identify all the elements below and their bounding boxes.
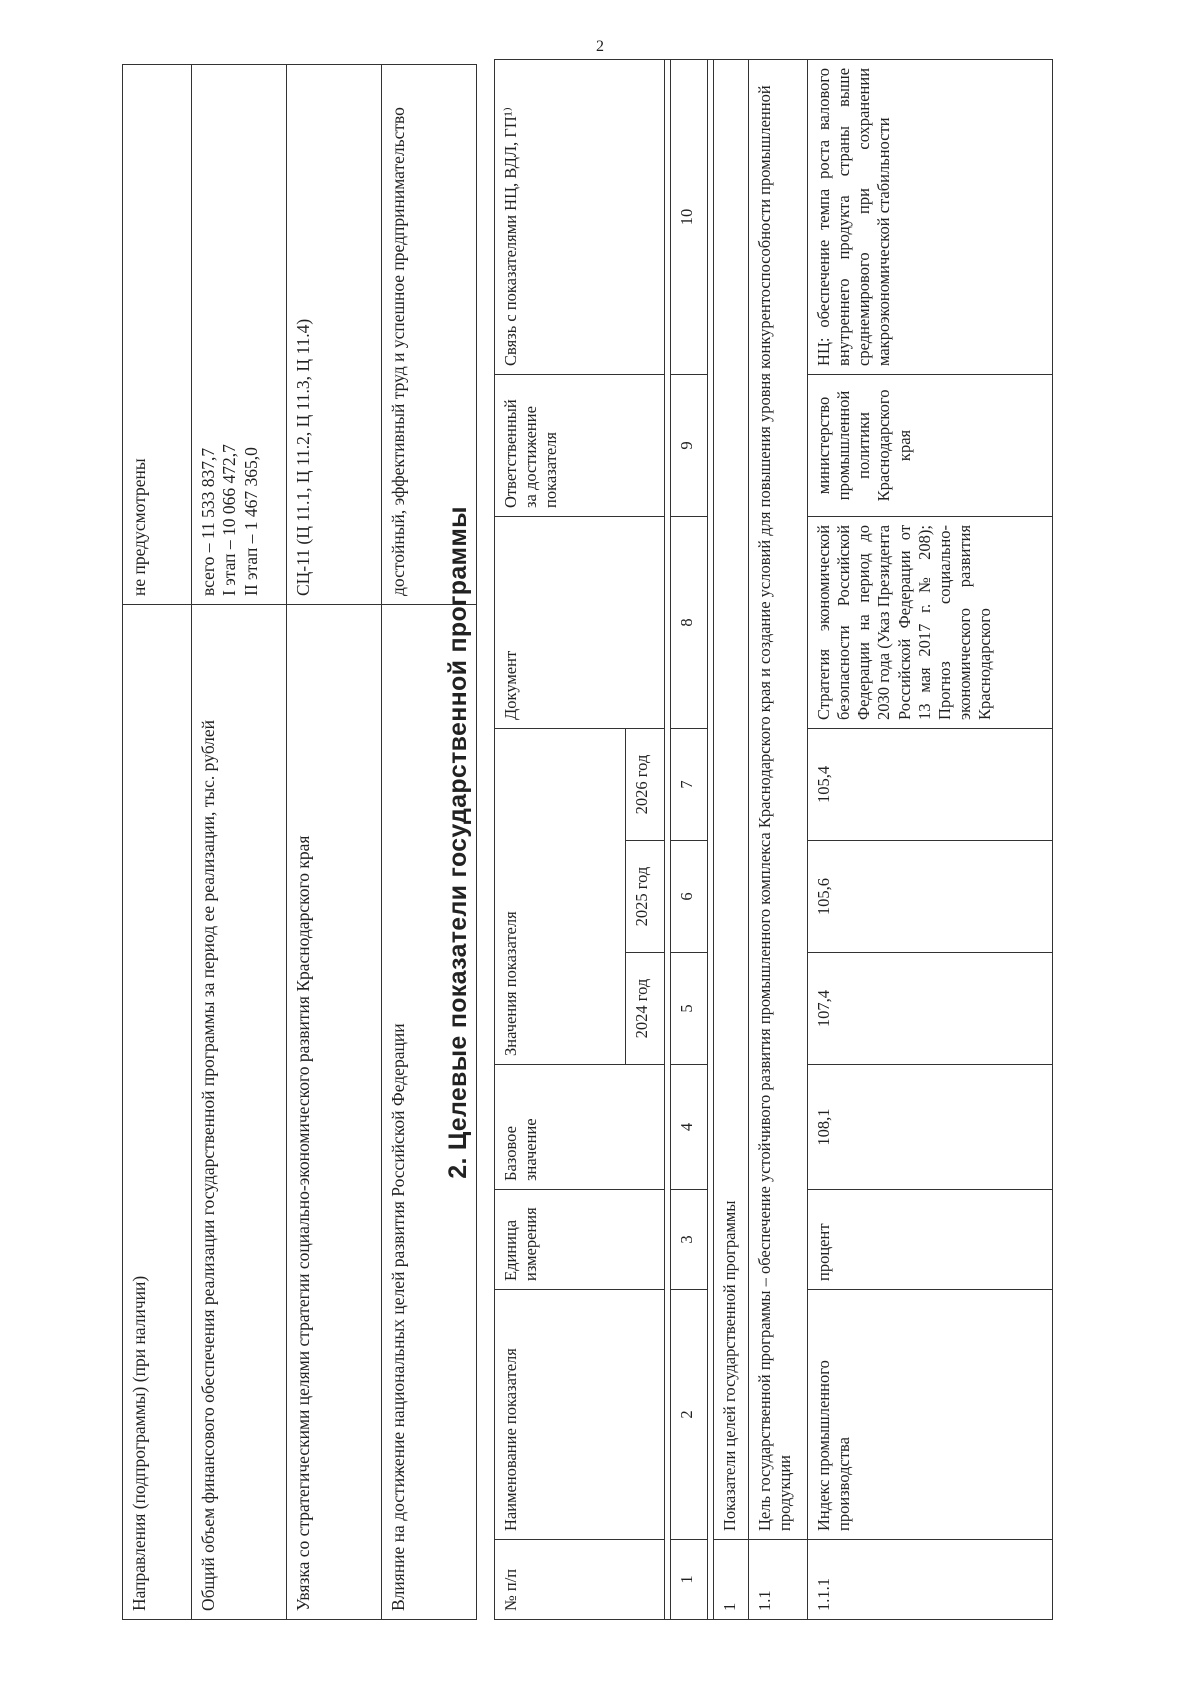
col-number: 5	[671, 953, 708, 1065]
col-number: 3	[671, 1190, 708, 1290]
summary-label: Увязка со стратегическими целями стратегии социально-экономического развития Краснодарского края	[287, 605, 382, 1620]
funding-stage-2: II этап – 1 467 365,0	[240, 447, 261, 596]
header-responsible: Ответственный за достижение показателя	[495, 374, 665, 516]
column-number-row	[671, 59, 708, 1619]
goal-row	[749, 59, 808, 1619]
indicator-document: Стратегия экономической безопасности Российской Федерации на период до 2030 года (Указ Президента Российской Федерации от 13 мая 2017 г. № 208); Прогноз социально-экономического развития Краснодарского	[808, 516, 1053, 728]
section-row	[714, 59, 749, 1619]
header-link: Связь с показателями НЦ, ВДЛ, ГП¹⁾	[495, 59, 665, 374]
header-num: № п/п	[495, 1540, 665, 1620]
indicator-name: Индекс промышленного производства	[808, 1290, 1053, 1540]
summary-label: Направления (подпрограммы) (при наличии)	[123, 605, 192, 1620]
goal-num: 1.1	[749, 1540, 808, 1620]
indicator-unit: процент	[808, 1190, 1053, 1290]
indicator-2025: 105,6	[808, 841, 1053, 953]
indicator-responsible: министерство промышленной политики Краснодарского края	[808, 374, 1053, 516]
col-number: 9	[671, 374, 708, 516]
header-base: Базовое значение	[495, 1065, 665, 1190]
header-year-2025: 2025 год	[626, 841, 665, 953]
page-number: 2	[596, 38, 604, 55]
header-name: Наименование показателя	[495, 1290, 665, 1540]
funding-stage-1: I этап – 10 066 472,7	[219, 444, 240, 596]
summary-value: СЦ-11 (Ц 11.1, Ц 11.2, Ц 11.3, Ц 11.4)	[287, 65, 382, 605]
summary-label: Влияние на достижение национальных целей развития Российской Федерации	[382, 605, 477, 1620]
summary-row	[192, 65, 287, 1620]
program-summary-table	[122, 64, 477, 1620]
goal-text: Цель государственной программы – обеспечение устойчивого развития промышленного комплекса Краснодарского края и создание условий для повышения уровня конкурентоспособности промышленной продукции	[749, 59, 808, 1539]
header-year-2026: 2026 год	[626, 728, 665, 840]
col-number: 8	[671, 516, 708, 728]
target-indicators-table	[494, 59, 1053, 1620]
header-row	[495, 59, 626, 1619]
col-number: 2	[671, 1290, 708, 1540]
table-row	[808, 59, 1053, 1619]
header-year-2024: 2024 год	[626, 953, 665, 1065]
col-number: 1	[671, 1540, 708, 1620]
funding-total: всего – 11 533 837,7	[198, 447, 218, 596]
indicator-link: НЦ: обеспечение темпа роста валового внутреннего продукта страны выше среднемирового при сохранении макроэкономической стабильности	[808, 59, 1053, 374]
summary-row	[123, 65, 192, 1620]
summary-label: Общий объем финансового обеспечения реализации государственной программы за период ее реализации, тыс. рублей	[192, 605, 287, 1620]
summary-value	[192, 65, 287, 605]
indicator-2026: 105,4	[808, 728, 1053, 840]
section-text: Показатели целей государственной программы	[714, 59, 749, 1539]
col-number: 7	[671, 728, 708, 840]
col-number: 6	[671, 841, 708, 953]
summary-value: достойный, эффективный труд и успешное предпринимательство	[382, 65, 477, 605]
header-unit: Единица измерения	[495, 1190, 665, 1290]
header-document: Документ	[495, 516, 665, 728]
section-num: 1	[714, 1540, 749, 1620]
indicator-2024: 107,4	[808, 953, 1053, 1065]
col-number: 10	[671, 59, 708, 374]
section-title: 2. Целевые показатели государственной программы	[444, 506, 472, 1179]
row-num: 1.1.1	[808, 1540, 1053, 1620]
summary-row	[287, 65, 382, 1620]
col-number: 4	[671, 1065, 708, 1190]
summary-value: не предусмотрены	[123, 65, 192, 605]
rotated-page-content	[122, 60, 1182, 1620]
header-values-group: Значения показателя	[495, 728, 626, 1064]
indicator-base: 108,1	[808, 1065, 1053, 1190]
